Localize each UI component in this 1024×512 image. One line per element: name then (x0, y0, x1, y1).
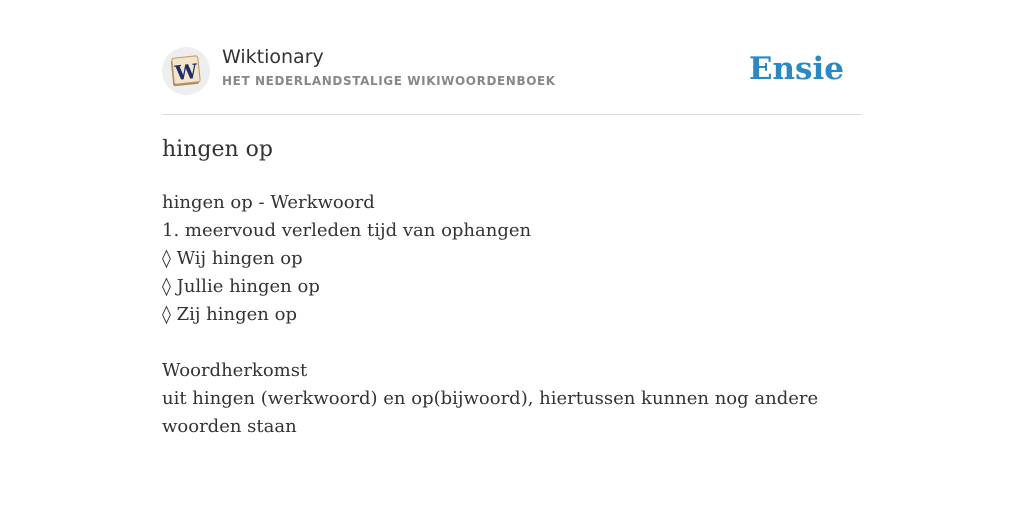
site-header (162, 40, 862, 115)
ensie-brand-link[interactable]: Ensie (748, 51, 844, 87)
wiktionary-tile-icon (167, 52, 205, 90)
site-name[interactable]: Wiktionary (222, 46, 324, 68)
page-title: hingen op (162, 137, 273, 162)
example-line: ◊ Jullie hingen op (162, 276, 320, 297)
site-tagline: HET NEDERLANDSTALIGE WIKIWOORDENBOEK (222, 74, 556, 88)
etymology-text: uit hingen (werkwoord) en op(bijwoord), hiertussen kunnen nog andere woorden staan (162, 388, 819, 437)
definition: 1. meervoud verleden tijd van ophangen (162, 220, 532, 241)
entry-content (162, 189, 862, 441)
wiktionary-logo-icon[interactable] (162, 47, 210, 95)
svg-text:W: W (173, 58, 199, 86)
example-line: ◊ Zij hingen op (162, 304, 297, 325)
entry-headline: hingen op - Werkwoord (162, 192, 375, 213)
example-line: ◊ Wij hingen op (162, 248, 303, 269)
etymology-heading: Woordherkomst (162, 360, 308, 381)
section-spacer (162, 329, 862, 357)
